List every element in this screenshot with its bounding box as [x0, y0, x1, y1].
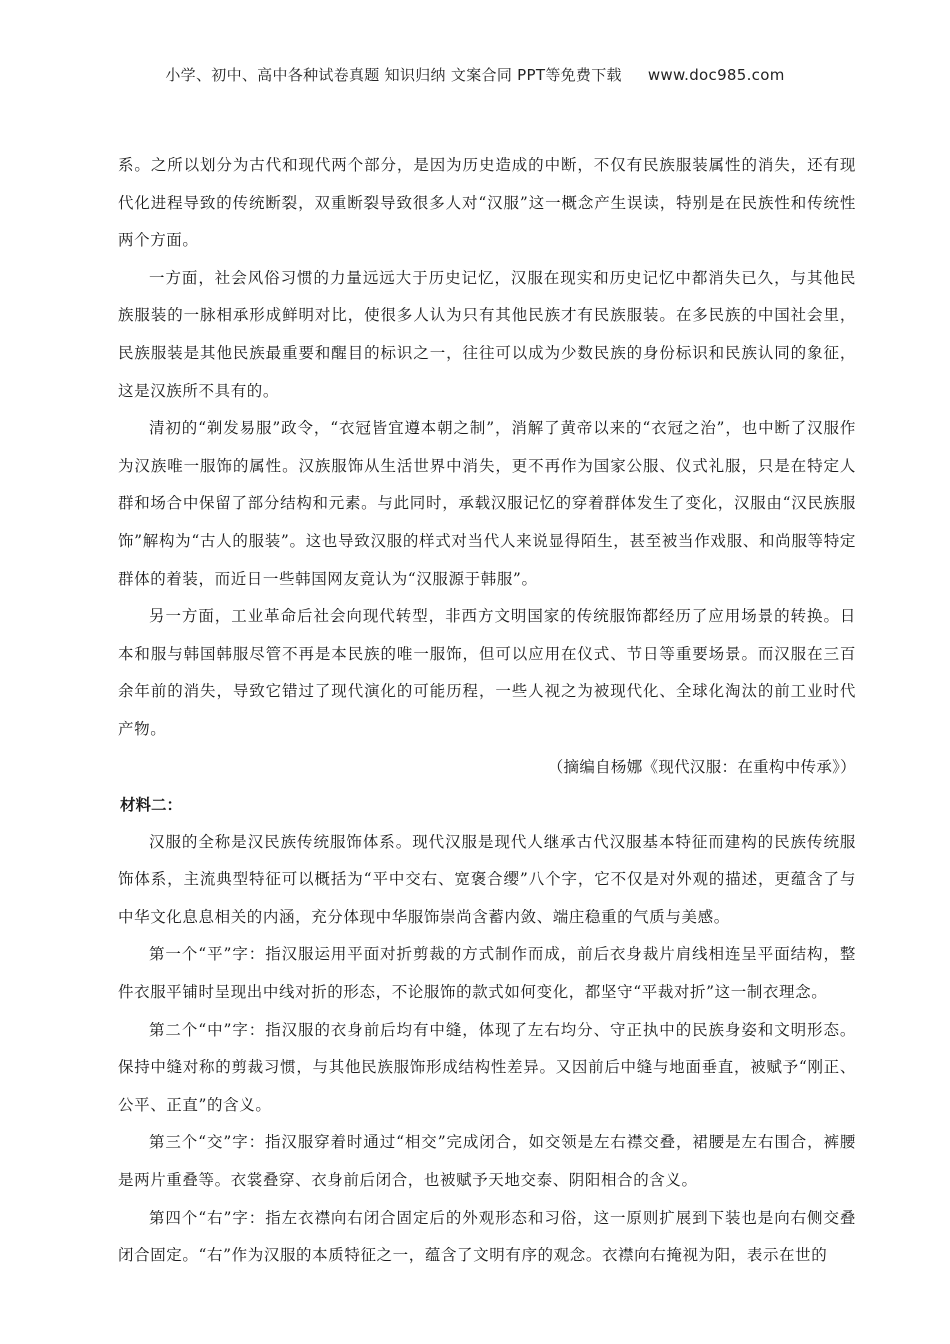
paragraph-ping: 第一个“平”字：指汉服运用平面对折剪裁的方式制作而成，前后衣身裁片肩线相连呈平面结构，整件衣服平铺时呈现出中线对折的形态，不论服饰的款式如何变化，都坚守“平裁对折”这一制衣理念。: [118, 945, 856, 1002]
paragraph-continuation: 系。之所以划分为古代和现代两个部分，是因为历史造成的中断，不仅有民族服装属性的消失，还有现代化进程导致的传统断裂，双重断裂导致很多人对“汉服”这一概念产生误读，特别是在民族性和传统性两个方面。: [118, 156, 856, 250]
paragraph-other-side: 另一方面，工业革命后社会向现代转型，非西方文明国家的传统服饰都经历了应用场景的转换。日本和服与韩国韩服尽管不再是本民族的唯一服饰，但可以应用在仪式、节日等重要场景。而汉服在三百余年前的消失，导致它错过了现代演化的可能历程，一些人视之为被现代化、全球化淘汰的前工业时代产物。: [118, 607, 856, 738]
source-citation: （摘编自杨娜《现代汉服：在重构中传承》）: [547, 757, 856, 776]
paragraph-qing-dynasty: 清初的“剃发易服”政令，“衣冠皆宜遵本朝之制”，消解了黄帝以来的“衣冠之治”，也中断了汉服作为汉族唯一服饰的属性。汉族服饰从生活世界中消失，更不再作为国家公服、仪式礼服，只是在特定人群和场合中保留了部分结构和元素。与此同时，承载汉服记忆的穿着群体发生了变化，汉服由“汉民族服饰”解构为“古人的服装”。这也导致汉服的样式对当代人来说显得陌生，甚至被当作戏服、和尚服等特定群体的着装，而近日一些韩国网友竟认为“汉服源于韩服”。: [118, 419, 856, 588]
paragraph-one-side: 一方面，社会风俗习惯的力量远远大于历史记忆，汉服在现实和历史记忆中都消失已久，与其他民族服装的一脉相承形成鲜明对比，使很多人认为只有其他民族才有民族服装。在多民族的中国社会里，民族服装是其他民族最重要和醒目的标识之一，往往可以成为少数民族的身份标识和民族认同的象征，这是汉族所不具有的。: [118, 268, 856, 400]
header-text: 小学、初中、高中各种试卷真题 知识归纳 文案合同 PPT等免费下载: [165, 66, 622, 84]
paragraph-hanfu-definition: 汉服的全称是汉民族传统服饰体系。现代汉服是现代人继承古代汉服基本特征而建构的民族传统服饰体系，主流典型特征可以概括为“平中交右、宽褒合缨”八个字，它不仅是对外观的描述，更蕴含了与中华文化息息相关的内涵，充分体现中华服饰崇尚含蓄内敛、端庄稳重的气质与美感。: [118, 832, 856, 926]
article-body: [118, 147, 856, 1275]
page-header: [0, 64, 950, 85]
section-title-material-two: 材料二：: [120, 795, 183, 815]
paragraph-jiao: 第三个“交”字：指汉服穿着时通过“相交”完成闭合，如交领是左右襟交叠，裙腰是左右围合，裤腰是两片重叠等。衣裳叠穿、衣身前后闭合，也被赋予天地交泰、阴阳相合的含义。: [118, 1133, 856, 1190]
paragraph-you: 第四个“右”字：指左衣襟向右闭合固定后的外观形态和习俗，这一原则扩展到下装也是向右侧交叠闭合固定。“右”作为汉服的本质特征之一，蕴含了文明有序的观念。衣襟向右掩视为阳，表示在世的: [118, 1208, 856, 1265]
paragraph-zhong: 第二个“中”字：指汉服的衣身前后均有中缝，体现了左右均分、守正执中的民族身姿和文明形态。保持中缝对称的剪裁习惯，与其他民族服饰形成结构性差异。又因前后中缝与地面垂直，被赋予“刚正、公平、正直”的含义。: [118, 1020, 856, 1114]
header-site-link[interactable]: www.doc985.com: [647, 66, 785, 84]
